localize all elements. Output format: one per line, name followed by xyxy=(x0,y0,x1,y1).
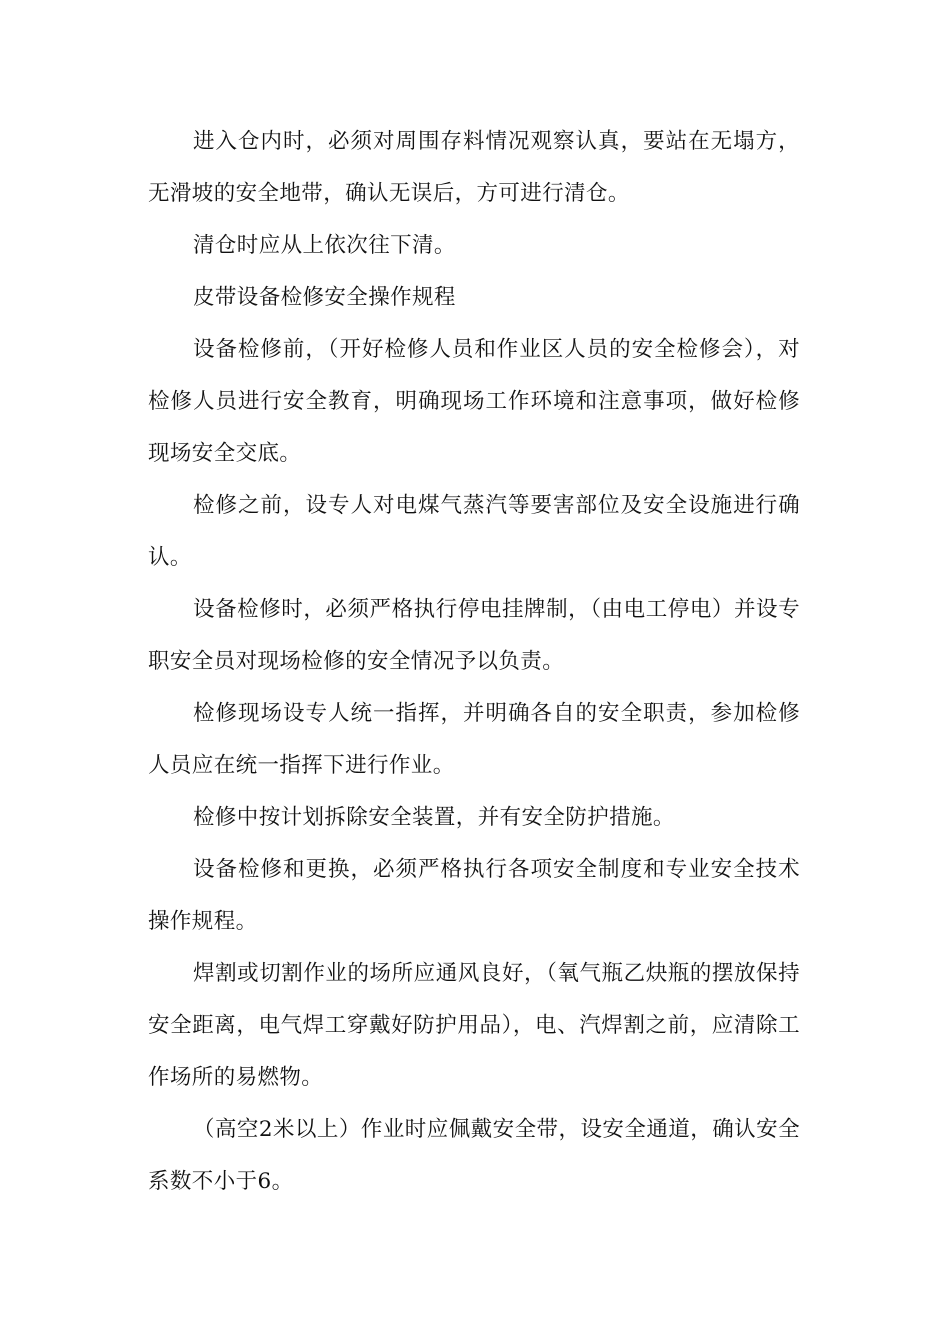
paragraph-before-maintenance-check: 检修之前，设专人对电煤气蒸汽等要害部位及安全设施进行确认。 xyxy=(148,493,800,570)
paragraph-safety-devices: 检修中按计划拆除安全装置，并有安全防护措施。 xyxy=(193,805,675,830)
document-body xyxy=(148,116,800,1208)
section-heading-belt-maintenance: 皮带设备检修安全操作规程 xyxy=(193,285,456,310)
paragraph-pre-maintenance: 设备检修前，（开好检修人员和作业区人员的安全检修会），对检修人员进行安全教育，明确现场工作环境和注意事项，做好检修现场安全交底。 xyxy=(148,337,800,466)
paragraph-height-work: （高空2米以上）作业时应佩戴安全带，设安全通道，确认安全系数不小于6。 xyxy=(148,1117,800,1194)
paragraph-clear-silo-entry: 进入仓内时，必须对周围存料情况观察认真，要站在无塌方，无滑坡的安全地带，确认无误后，方可进行清仓。 xyxy=(148,129,800,206)
paragraph-clear-order: 清仓时应从上依次往下清。 xyxy=(193,233,456,258)
paragraph-replacement-rules: 设备检修和更换，必须严格执行各项安全制度和专业安全技术操作规程。 xyxy=(148,857,800,934)
paragraph-unified-command: 检修现场设专人统一指挥，并明确各自的安全职责，参加检修人员应在统一指挥下进行作业。 xyxy=(148,701,800,778)
paragraph-lockout-tagout: 设备检修时，必须严格执行停电挂牌制，（由电工停电）并设专职安全员对现场检修的安全情况予以负责。 xyxy=(148,597,800,674)
paragraph-welding-safety: 焊割或切割作业的场所应通风良好，（氧气瓶乙炔瓶的摆放保持安全距离，电气焊工穿戴好防护用品），电、汽焊割之前，应清除工作场所的易燃物。 xyxy=(148,961,800,1090)
